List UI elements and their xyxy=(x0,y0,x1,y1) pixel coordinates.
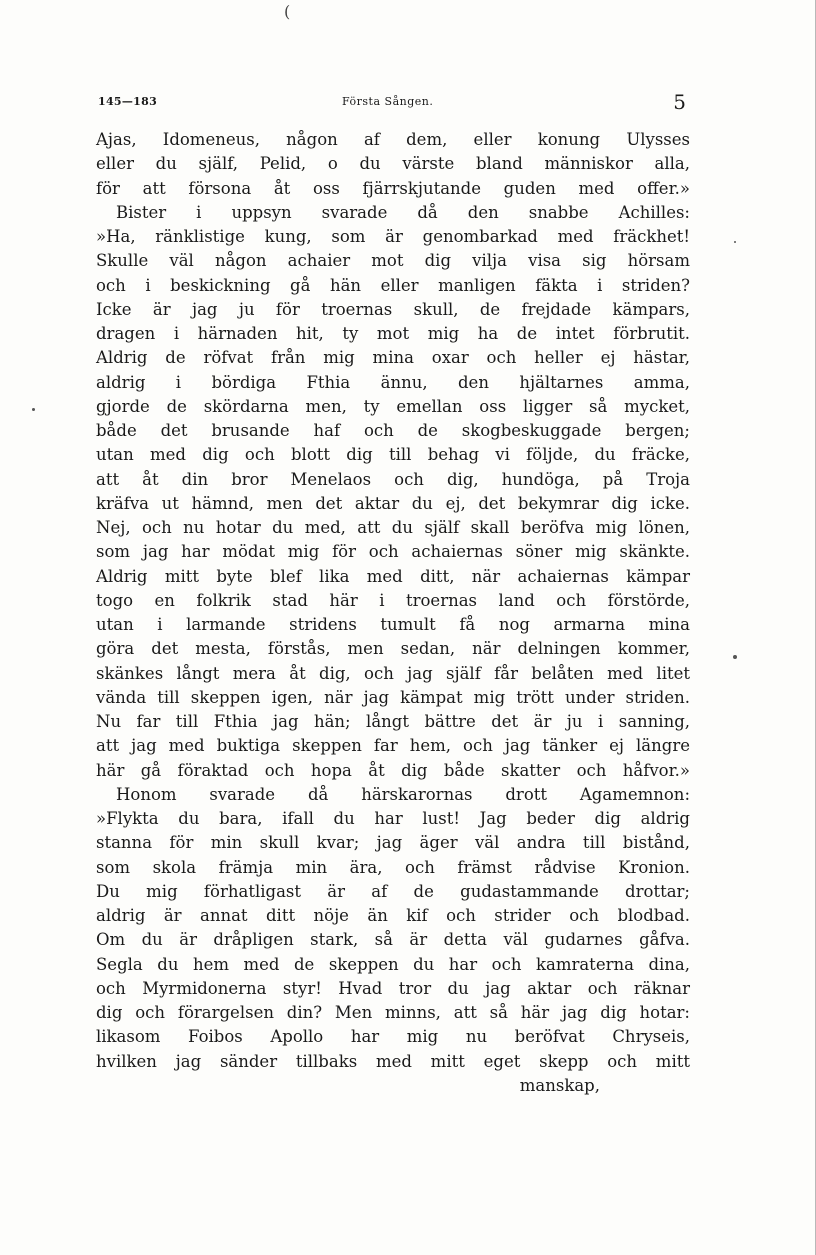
text-line: eller du själf, Pelid, o du värste bland människor alla, xyxy=(96,154,690,174)
text-line: skänkes långt mera åt dig, och jag själf får belåten med litet xyxy=(96,663,690,683)
text-line: Nej, och nu hotar du med, att du själf skall beröfva mig lönen, xyxy=(96,518,690,537)
text-line: att åt din bror Menelaos och dig, hundöga, på Troja xyxy=(96,469,690,489)
text-line: göra det mesta, förstås, men sedan, när delningen kommer, xyxy=(96,639,690,659)
text-line: att jag med buktiga skeppen far hem, och jag tänker ej längre xyxy=(96,736,690,756)
text-line: och Myrmidonerna styr! Hvad tror du jag aktar och räknar xyxy=(96,978,690,998)
text-line: utan med dig och blott dig till behag vi följde, du fräcke, xyxy=(96,445,690,465)
text-line: aldrig är annat ditt nöje än kif och strider och blodbad. xyxy=(96,906,690,925)
text-line: Om du är dråpligen stark, så är detta väl gudarnes gåfva. xyxy=(96,930,690,950)
text-line: kräfva ut hämnd, men det aktar du ej, det bekymrar dig icke. xyxy=(96,493,690,513)
text-line: vända till skeppen igen, när jag kämpat mig trött under striden. xyxy=(96,687,690,707)
poem-text xyxy=(96,128,690,1098)
text-line: stanna för min skull kvar; jag äger väl andra till bistånd, xyxy=(96,833,690,853)
text-line-continuation: manskap, xyxy=(519,1075,600,1095)
text-line: Icke är jag ju för troernas skull, de frejdade kämpars, xyxy=(96,299,690,319)
text-line: Bister i uppsyn svarade då den snabbe Achilles: xyxy=(116,202,690,222)
text-line: Honom svarade då härskarornas drott Agamemnon: xyxy=(116,784,690,804)
text-line: Ajas, Idomeneus, någon af dem, eller konung Ulysses xyxy=(96,130,690,149)
text-line: och i beskickning gå hän eller manligen fäkta i striden? xyxy=(96,275,690,295)
page-header xyxy=(98,90,690,114)
text-line: Nu far till Fthia jag hän; långt bättre det är ju i sanning, xyxy=(96,712,690,731)
text-line: »Flykta du bara, ifall du har lust! Jag beder dig aldrig xyxy=(96,809,690,828)
text-line: gjorde de skördarna men, ty emellan oss ligger så mycket, xyxy=(96,396,690,416)
text-line: Aldrig de röfvat från mig mina oxar och heller ej hästar, xyxy=(96,348,690,368)
paper-speck xyxy=(734,241,736,243)
text-line: som skola främja min ära, och främst rådvise Kronion. xyxy=(96,857,690,877)
verse-range: 145—183 xyxy=(98,95,158,108)
text-line: »Ha, ränklistige kung, som är genombarkad med fräckhet! xyxy=(96,227,690,246)
text-line: dig och förargelsen din? Men minns, att så här jag dig hotar: xyxy=(96,1003,690,1022)
text-line: Skulle väl någon achaier mot dig vilja visa sig hörsam xyxy=(96,251,690,271)
text-line: Segla du hem med de skeppen du har och kamraterna dina, xyxy=(96,954,690,974)
text-line: togo en folkrik stad här i troernas land och förstörde, xyxy=(96,590,690,610)
text-line: aldrig i bördiga Fthia ännu, den hjältarnes amma, xyxy=(96,372,690,392)
text-line: här gå föraktad och hopa åt dig både skatter och håfvor.» xyxy=(96,760,690,780)
text-line: likasom Foibos Apollo har mig nu beröfvat Chryseis, xyxy=(96,1027,690,1047)
top-margin-mark: ( xyxy=(284,2,291,21)
text-line: både det brusande haf och de skogbeskuggade bergen; xyxy=(96,421,690,440)
page-number: 5 xyxy=(673,90,686,114)
text-line: för att försona åt oss fjärrskjutande guden med offer.» xyxy=(96,178,690,198)
running-title: Första Sången. xyxy=(342,95,434,108)
text-line: dragen i härnaden hit, ty mot mig ha de intet förbrutit. xyxy=(96,324,690,343)
text-line: som jag har mödat mig för och achaiernas söner mig skänkte. xyxy=(96,542,690,562)
paper-speck xyxy=(32,408,35,411)
text-line: Aldrig mitt byte blef lika med ditt, när achaiernas kämpar xyxy=(96,566,690,586)
paper-speck xyxy=(733,655,737,659)
text-line: utan i larmande stridens tumult få nog armarna mina xyxy=(96,615,690,634)
text-line: Du mig förhatligast är af de gudastammande drottar; xyxy=(96,881,690,901)
text-line: hvilken jag sänder tillbaks med mitt eget skepp och mitt xyxy=(96,1051,690,1071)
